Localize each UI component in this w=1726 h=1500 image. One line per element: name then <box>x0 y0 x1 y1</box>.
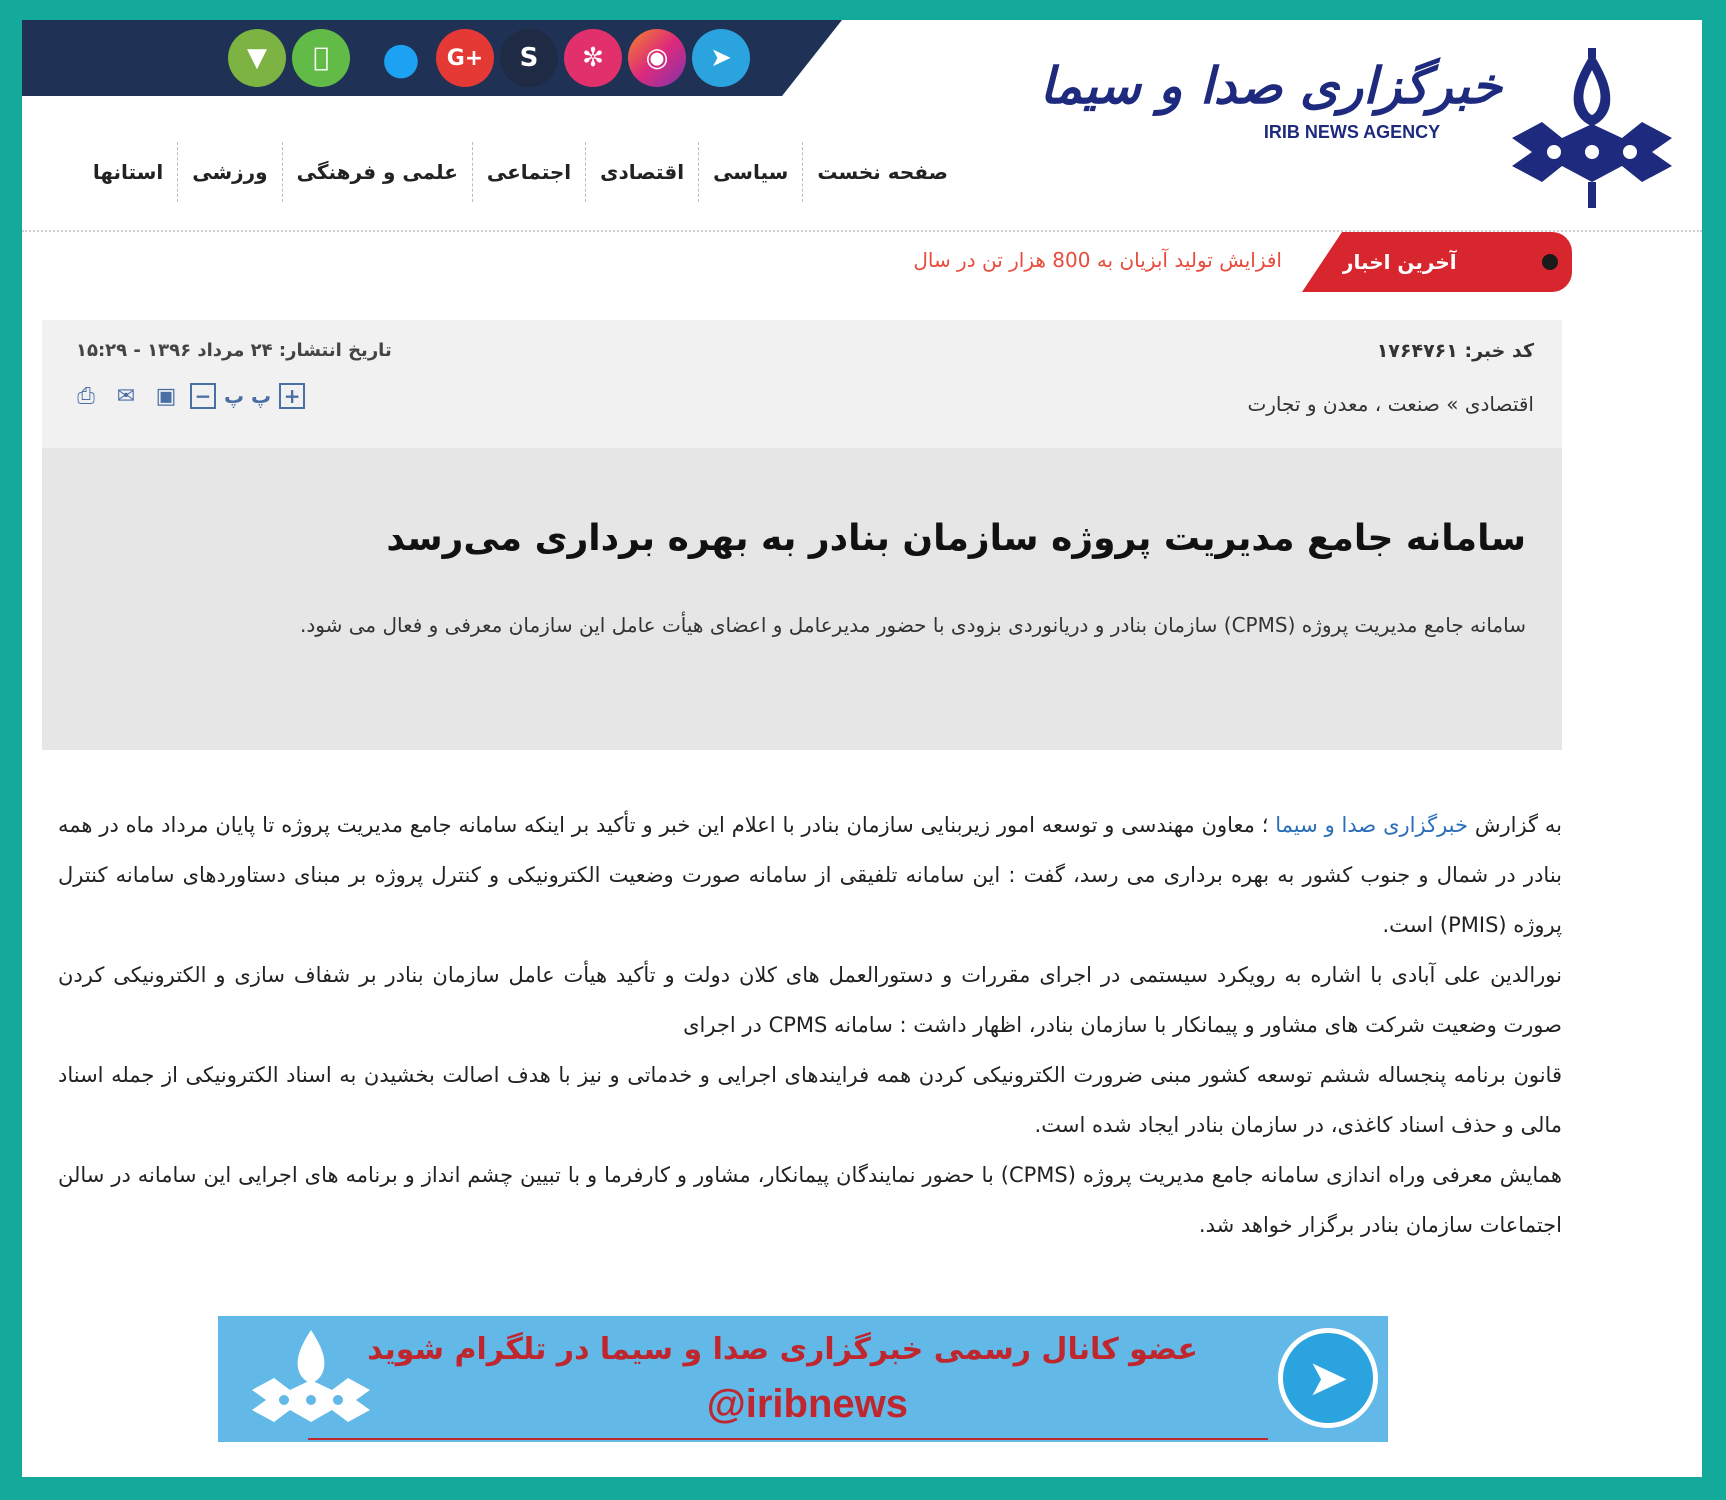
article-body <box>58 800 1562 1250</box>
ticker-headline[interactable]: افزایش تولید آبزیان به 800 هزار تن در سال <box>913 248 1282 272</box>
nav-item-provinces[interactable]: استانها <box>92 160 164 184</box>
irib-emblem-icon[interactable] <box>1502 42 1682 212</box>
article-summary: سامانه جامع مدیریت پروژه (CPMS) سازمان بنادر و دریانوردی بزودی با حضور مدیرعامل و اعضای هیأت عامل این سازمان معرفی و فعال می شود. <box>300 613 1526 637</box>
banner-handle: @iribnews <box>706 1382 908 1426</box>
main-nav <box>30 132 962 212</box>
breadcrumb[interactable]: اقتصادی » صنعت ، معدن و تجارت <box>1247 392 1534 416</box>
email-icon[interactable]: ✉ <box>116 383 136 409</box>
article-paragraph: قانون برنامه پنجساله ششم توسعه کشور مبنی ضرورت الکترونیکی کردن همه فرایندهای اجرایی و خدماتی و نیز با هدف اصالت بخشیدن به اسناد الکترونیکی از جمله اسناد مالی و حذف اسناد کاغذی، در سازمان بنادر ایجاد شده است. <box>58 1063 1562 1137</box>
nav-item-politics[interactable]: سیاسی <box>698 142 802 202</box>
article-paragraph: همایش معرفی وراه اندازی سامانه جامع مدیریت پروژه (CPMS) با حضور نمایندگان پیمانکار، مشاور و کارفرما و با تبیین چشم انداز و برنامه های اجرایی این سامانه در سالن اجتماعات سازمان بنادر برگزار خواهد شد. <box>58 1163 1562 1237</box>
social-bar <box>228 27 750 89</box>
telegram-icon[interactable]: ➤ <box>692 29 750 87</box>
article-paragraph <box>58 800 1562 950</box>
decrease-font-button[interactable]: − <box>190 383 216 409</box>
increase-font-button[interactable]: + <box>279 383 305 409</box>
page <box>22 20 1702 1477</box>
publish-date: تاریخ انتشار: ۲۴ مرداد ۱۳۹۶ - ۱۵:۲۹ <box>76 340 392 361</box>
telegram-banner[interactable] <box>218 1316 1388 1442</box>
print-icon[interactable]: ⎙ <box>77 383 95 409</box>
article-tools <box>70 380 305 412</box>
article-paragraph: نورالدین علی آبادی با اشاره به رویکرد سیستمی در اجرای مقررات و دستورالعمل های کلان دولت و تأکید هیأت عامل سازمان بنادر بر شفاف سازی و الکترونیکی کردن صورت وضعیت شرکت های مشاور و پیمانکار با سازمان بنادر، اظهار داشت : سامانه CPMS در اجرای <box>58 963 1562 1037</box>
twitter-icon[interactable]: ● <box>381 32 421 84</box>
article-title: سامانه جامع مدیریت پروژه سازمان بنادر به بهره برداری می‌رسد <box>386 518 1526 559</box>
nav-item-home[interactable]: صفحه نخست <box>802 142 962 202</box>
nav-item-economy[interactable]: اقتصادی <box>585 142 698 202</box>
source-link[interactable]: خبرگزاری صدا و سیما <box>1275 813 1468 837</box>
nav-item-sports[interactable]: ورزشی <box>177 142 281 202</box>
site-logo[interactable] <box>1039 56 1502 206</box>
android-icon[interactable]: ▼ <box>228 29 286 87</box>
banner-underline <box>308 1438 1268 1440</box>
banner-text: عضو کانال رسمی خبرگزاری صدا و سیما در تلگرام شوید <box>367 1332 1198 1367</box>
latest-news-label: آخرین اخبار <box>1342 250 1457 274</box>
news-code: کد خبر: ۱۷۶۴۷۶۱ <box>1376 340 1534 362</box>
latest-news-tab[interactable] <box>1342 232 1572 292</box>
apple-icon[interactable] <box>292 29 350 87</box>
paragraph-text: ؛ معاون مهندسی و توسعه امور زیربنایی سازمان بنادر با اعلام این خبر و تأکید بر اینکه سامانه جامع مدیریت پروژه تا پایان مرداد ماه در همه بنادر در شمال و جنوب کشور به بهره برداری می رسد، گفت : این سامانه تلفیقی از سامانه صورت وضعیت الکترونیکی و کنترل پروژه بر مبنای دستاوردهای سامانه کنترل پروژه (PMIS) است. <box>58 813 1562 937</box>
logo-fa-name: خبرگزاری صدا و سیما <box>1039 56 1502 115</box>
ticker-bullet-icon <box>1542 254 1558 270</box>
font-size-label: پ پ <box>224 384 272 408</box>
save-icon[interactable]: ▣ <box>155 383 177 409</box>
article-lead <box>42 448 1562 750</box>
telegram-icon: ➤ <box>1278 1328 1378 1428</box>
soroush-icon[interactable]: S <box>500 29 558 87</box>
logo-en-name: IRIB NEWS AGENCY <box>1263 122 1441 142</box>
irib-emblem-icon <box>246 1326 376 1436</box>
article-meta <box>42 320 1562 448</box>
instagram-icon[interactable]: ◉ <box>628 29 686 87</box>
aparat-icon[interactable]: ✼ <box>564 29 622 87</box>
google-plus-icon[interactable]: G+ <box>436 29 494 87</box>
nav-item-science-culture[interactable]: علمی و فرهنگی <box>282 142 472 202</box>
paragraph-prefix: به گزارش <box>1474 813 1563 837</box>
nav-item-social[interactable]: اجتماعی <box>472 142 585 202</box>
